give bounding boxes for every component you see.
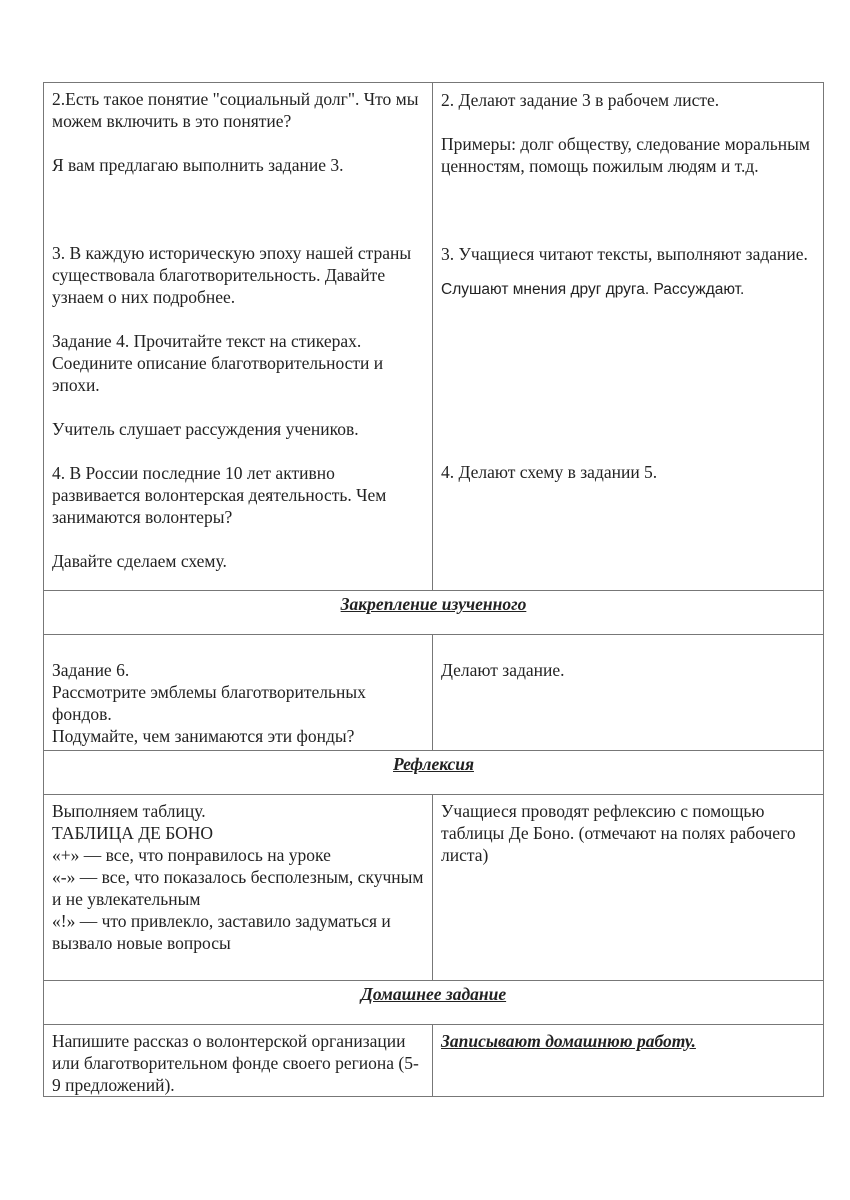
homework-student-text: Записывают домашнюю работу. <box>441 1031 696 1051</box>
student-activity-cell <box>433 83 824 591</box>
table-row <box>44 1025 824 1097</box>
table-row <box>44 591 824 635</box>
section-heading-reflection: Рефлексия <box>44 751 824 795</box>
listen-opinions-text: Слушают мнения друг друга. Рассуждают. <box>441 281 745 298</box>
student-activity-cell <box>433 795 824 981</box>
students-read-text: 3. Учащиеся читают тексты, выполняют задание. <box>441 244 808 264</box>
table-row <box>44 635 824 751</box>
table-row <box>44 751 824 795</box>
minus-item: «-» — все, что показалось бесполезным, скучным и не увлекательным <box>52 867 424 909</box>
teacher-activity-cell <box>44 1025 433 1097</box>
reflection-intro: Выполняем таблицу. <box>52 801 206 821</box>
volunteer-question: 4. В России последние 10 лет активно развивается волонтерская деятельность. Чем занимаются волонтеры? <box>52 463 387 527</box>
section-heading-homework: Домашнее задание <box>44 981 824 1025</box>
teacher-activity-cell <box>44 83 433 591</box>
task-6-line: Задание 6. <box>52 660 130 680</box>
student-activity-cell <box>433 1025 824 1097</box>
exclaim-item: «!» — что привлекло, заставило задуматься и вызвало новые вопросы <box>52 911 391 953</box>
teacher-activity-cell <box>44 635 433 751</box>
social-debt-question: 2.Есть такое понятие "социальный долг". Что мы можем включить в это понятие? <box>52 89 419 131</box>
teacher-activity-cell <box>44 795 433 981</box>
reflection-student-text: Учащиеся проводят рефлексию с помощью таблицы Де Боно. (отмечают на полях рабочего листа) <box>441 801 796 865</box>
task-4-text: Задание 4. Прочитайте текст на стикерах. Соедините описание благотворительности и эпохи. <box>52 331 384 395</box>
section-heading-consolidation: Закрепление изученного <box>44 591 824 635</box>
task-3-student: 2. Делают задание 3 в рабочем листе. <box>441 90 720 110</box>
plus-item: «+» — все, что понравилось на уроке <box>52 845 331 865</box>
lesson-plan-page <box>43 82 810 1097</box>
table-row <box>44 981 824 1025</box>
student-activity-cell <box>433 635 824 751</box>
make-scheme-text: Давайте сделаем схему. <box>52 551 227 571</box>
de-bono-title: ТАБЛИЦА ДЕ БОНО <box>52 823 214 843</box>
lesson-table <box>43 82 824 1097</box>
table-row <box>44 795 824 981</box>
do-task-text: Делают задание. <box>441 660 565 680</box>
emblems-line: Рассмотрите эмблемы благотворительных фондов. <box>52 682 366 724</box>
table-row <box>44 83 824 591</box>
task-3-prompt: Я вам предлагаю выполнить задание 3. <box>52 155 344 175</box>
funds-question-line: Подумайте, чем занимаются эти фонды? <box>52 726 355 746</box>
make-scheme-student: 4. Делают схему в задании 5. <box>441 462 658 482</box>
history-charity-text: 3. В каждую историческую эпоху нашей страны существовала благотворительность. Давайте узнаем о них подробнее. <box>52 243 412 307</box>
teacher-listens-text: Учитель слушает рассуждения учеников. <box>52 419 359 439</box>
homework-assignment: Напишите рассказ о волонтерской организации или благотворительном фонде своего региона (5-9 предложений). <box>52 1031 419 1095</box>
examples-text: Примеры: долг обществу, следование моральным ценностям, помощь пожилым людям и т.д. <box>441 134 810 176</box>
